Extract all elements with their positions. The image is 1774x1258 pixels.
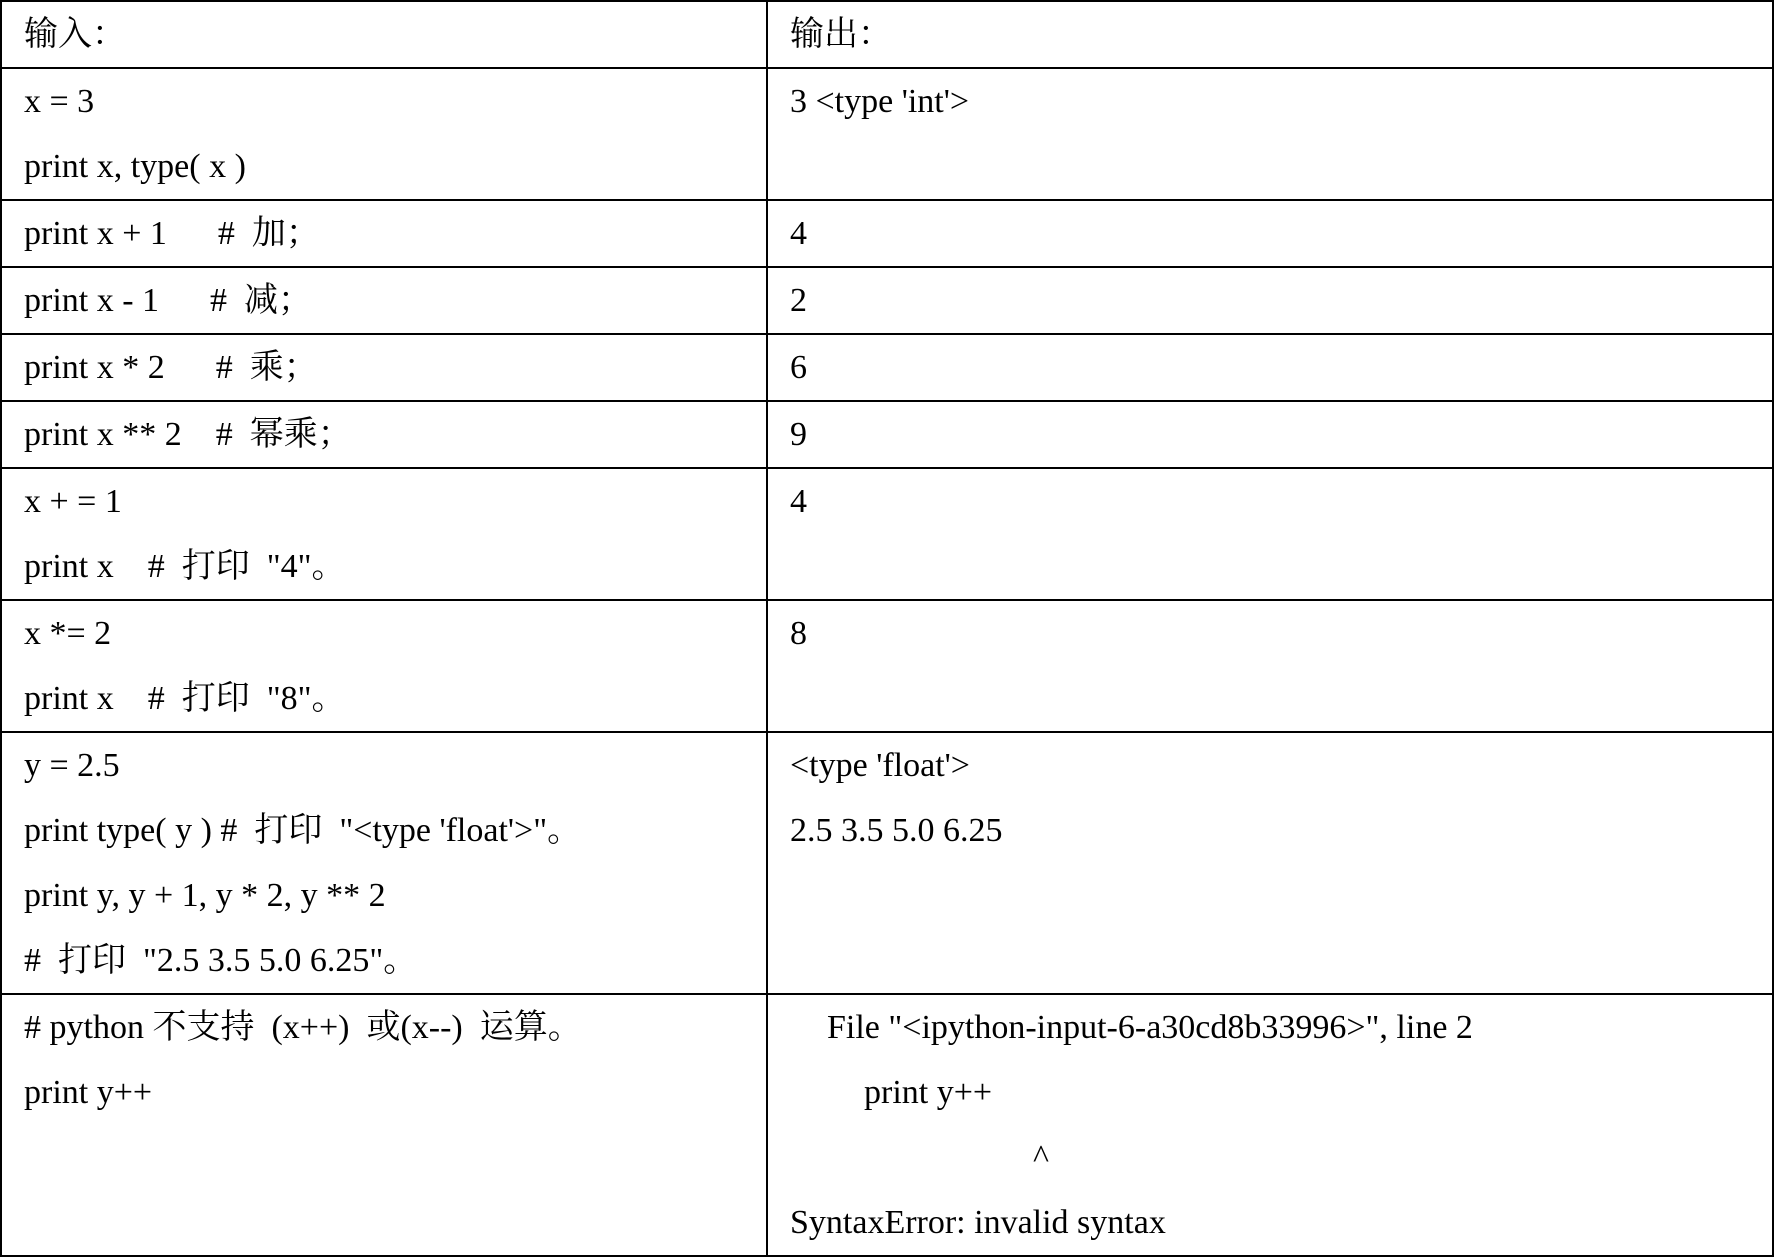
output-cell: [768, 733, 1772, 993]
output-cell: [768, 995, 1772, 1255]
traceback-caret: ^: [1033, 1139, 1049, 1176]
table-row: [2, 733, 1772, 995]
input-cell: [2, 469, 768, 599]
output-cell: [768, 69, 1772, 199]
syntax-error-message: SyntaxError: invalid syntax: [790, 1204, 1166, 1241]
traceback-code-line: print y++: [864, 1074, 993, 1111]
input-line: x = 3: [24, 83, 95, 120]
input-cell: [2, 995, 768, 1255]
table-row: [2, 469, 1772, 601]
output-line: 9: [790, 416, 807, 453]
output-cell: [768, 601, 1772, 731]
output-cell: [768, 201, 1772, 266]
input-cell: [2, 268, 768, 333]
output-line: 8: [790, 615, 807, 652]
input-line: print x - 1 # 减；: [24, 282, 313, 319]
input-line: x + = 1: [24, 483, 122, 520]
input-cell: [2, 733, 768, 993]
input-cell: [2, 601, 768, 731]
output-cell: [768, 402, 1772, 467]
table-header-row: [2, 2, 1772, 69]
input-line: x *= 2: [24, 615, 112, 652]
output-cell: [768, 469, 1772, 599]
input-line: print x ** 2 # 幂乘；: [24, 416, 352, 453]
table-row: [2, 995, 1772, 1255]
output-line: 6: [790, 349, 807, 386]
table-row: [2, 335, 1772, 402]
output-header-cell: [768, 2, 1772, 67]
output-line: <type 'float'>: [790, 747, 970, 784]
output-line: 4: [790, 215, 807, 252]
output-line: 2: [790, 282, 807, 319]
output-line: 4: [790, 483, 807, 520]
table-row: [2, 601, 1772, 733]
input-line: print x # 打印 "4"。: [24, 548, 346, 585]
input-line: y = 2.5: [24, 747, 120, 784]
input-cell: [2, 402, 768, 467]
input-line: print type( y ) # 打印 "<type 'float'>"。: [24, 812, 582, 849]
input-line: print y++: [24, 1074, 153, 1111]
output-cell: [768, 268, 1772, 333]
input-line: print x * 2 # 乘；: [24, 349, 318, 386]
table-row: [2, 402, 1772, 469]
table-row: [2, 268, 1772, 335]
traceback-file-line: File "<ipython-input-6-a30cd8b33996>", line 2: [827, 1009, 1473, 1046]
output-cell: [768, 335, 1772, 400]
input-cell: [2, 335, 768, 400]
input-line: print x + 1 # 加；: [24, 215, 320, 252]
input-cell: [2, 201, 768, 266]
output-line: 3 <type 'int'>: [790, 83, 970, 120]
input-header-cell: [2, 2, 768, 67]
input-line: print y, y + 1, y * 2, y ** 2: [24, 877, 386, 914]
input-cell: [2, 69, 768, 199]
input-line: print x # 打印 "8"。: [24, 680, 346, 717]
output-header: 输出：: [790, 16, 892, 53]
input-line: print x, type( x ): [24, 148, 246, 185]
input-line: # python 不支持 (x++) 或(x--) 运算。: [24, 1009, 582, 1046]
input-header: 输入：: [24, 16, 126, 53]
input-line: # 打印 "2.5 3.5 5.0 6.25"。: [24, 942, 418, 979]
output-line: 2.5 3.5 5.0 6.25: [790, 812, 1003, 849]
table-row: [2, 201, 1772, 268]
table-row: [2, 69, 1772, 201]
